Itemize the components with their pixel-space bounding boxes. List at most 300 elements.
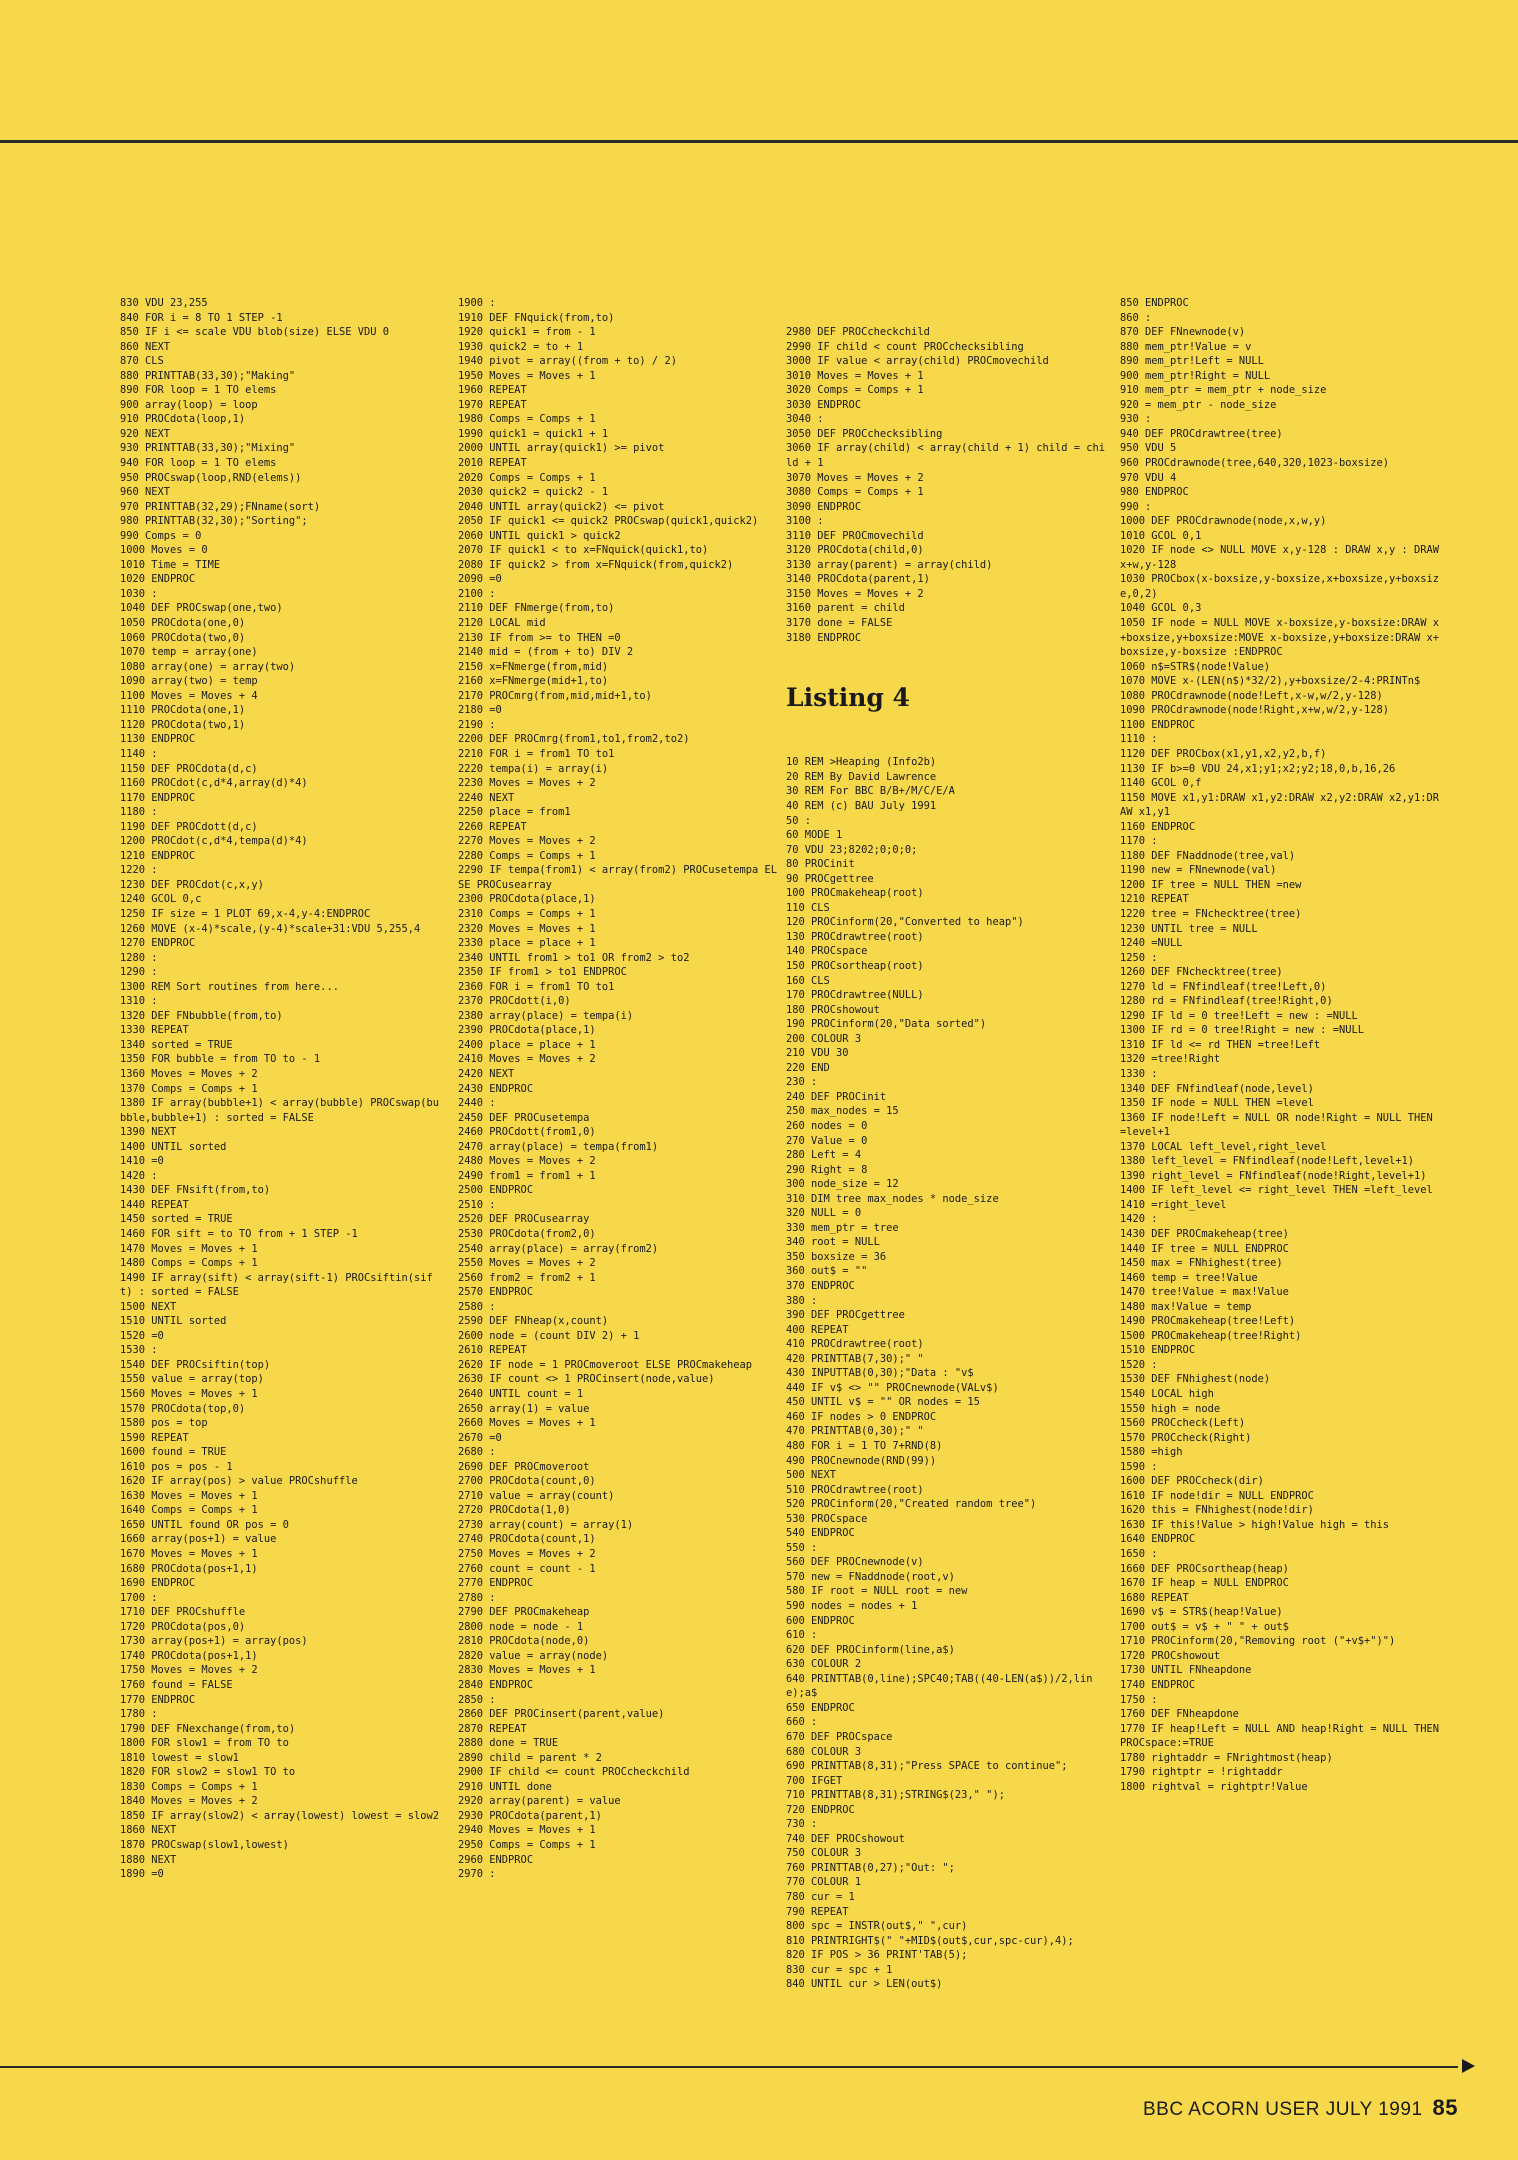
code-line: 1550 high = node bbox=[1120, 1402, 1221, 1415]
code-line: 2930 PROCdota(parent,1) bbox=[458, 1809, 602, 1822]
code-line: 1650 UNTIL found OR pos = 0 bbox=[120, 1518, 289, 1531]
code-line: 1140 : bbox=[120, 747, 158, 760]
code-line: 2520 DEF PROCusearray bbox=[458, 1213, 590, 1226]
code-line: 970 PRINTTAB(32,29);FNname(sort) bbox=[120, 500, 321, 513]
code-line: 3180 ENDPROC bbox=[786, 631, 862, 644]
code-line: 3080 Comps = Comps + 1 bbox=[786, 486, 924, 499]
code-line: 740 DEF PROCshowout bbox=[786, 1832, 905, 1845]
code-line: 350 boxsize = 36 bbox=[786, 1250, 887, 1263]
code-line: 880 PRINTTAB(33,30);"Making" bbox=[120, 369, 296, 382]
code-line: 570 new = FNaddnode(root,v) bbox=[786, 1570, 955, 1583]
code-line: 140 PROCspace bbox=[786, 945, 868, 958]
code-line: 390 DEF PROCgettree bbox=[786, 1309, 905, 1322]
code-line: 1690 v$ = STR$(heap!Value) bbox=[1120, 1606, 1283, 1619]
code-line: 10 REM >Heaping (Info2b) bbox=[786, 756, 937, 769]
code-line: 2710 value = array(count) bbox=[458, 1489, 615, 1502]
code-line: 700 IFGET bbox=[786, 1774, 843, 1787]
code-line: 680 COLOUR 3 bbox=[786, 1745, 862, 1758]
code-line: 1280 : bbox=[120, 951, 158, 964]
code-line: 560 DEF PROCnewnode(v) bbox=[786, 1556, 924, 1569]
code-line: 920 = mem_ptr - node_size bbox=[1120, 398, 1277, 411]
code-line: 1080 array(one) = array(two) bbox=[120, 660, 296, 673]
code-line: 2070 IF quick1 < to x=FNquick(quick1,to) bbox=[458, 544, 709, 557]
code-line: 1020 ENDPROC bbox=[120, 573, 196, 586]
code-line: 960 NEXT bbox=[120, 486, 171, 499]
code-line: 870 DEF FNnewnode(v) bbox=[1120, 326, 1246, 339]
code-line: 1400 UNTIL sorted bbox=[120, 1140, 227, 1153]
code-line: 1310 IF ld <= rd THEN =tree!Left bbox=[1120, 1038, 1321, 1051]
code-line: 2670 =0 bbox=[458, 1431, 502, 1444]
code-line: 2300 PROCdota(place,1) bbox=[458, 893, 596, 906]
code-line: 3160 parent = child bbox=[786, 602, 905, 615]
code-line: 1140 GCOL 0,f bbox=[1120, 777, 1202, 790]
code-line: 1960 REPEAT bbox=[458, 384, 527, 397]
code-line: 2370 PROCdott(i,0) bbox=[458, 995, 571, 1008]
code-line: 2990 IF child < count PROCchecksibling bbox=[786, 340, 1024, 353]
code-line: 1670 Moves = Moves + 1 bbox=[120, 1548, 258, 1561]
code-line: 3000 IF value < array(child) PROCmovechild bbox=[786, 355, 1049, 368]
code-line: 2400 place = place + 1 bbox=[458, 1038, 596, 1051]
code-line: 1200 PROCdot(c,d*4,tempa(d)*4) bbox=[120, 835, 308, 848]
code-line: 1160 PROCdot(c,d*4,array(d)*4) bbox=[120, 777, 308, 790]
code-line: 2170 PROCmrg(from,mid,mid+1,to) bbox=[458, 689, 652, 702]
code-line: 600 ENDPROC bbox=[786, 1614, 855, 1627]
code-line: 1610 pos = pos - 1 bbox=[120, 1460, 233, 1473]
code-line: 2440 : bbox=[458, 1097, 496, 1110]
code-line: 1600 found = TRUE bbox=[120, 1446, 227, 1459]
code-line: 2080 IF quick2 > from x=FNquick(from,quick2) bbox=[458, 558, 734, 571]
code-line: 1260 DEF FNchecktree(tree) bbox=[1120, 966, 1283, 979]
code-line: 950 PROCswap(loop,RND(elems)) bbox=[120, 471, 302, 484]
code-line: 280 Left = 4 bbox=[786, 1149, 862, 1162]
code-line: 1040 DEF PROCswap(one,two) bbox=[120, 602, 283, 615]
code-line: 1480 max!Value = temp bbox=[1120, 1300, 1252, 1313]
code-line: 70 VDU 23;8202;0;0;0; bbox=[786, 843, 918, 856]
code-line: 1230 DEF PROCdot(c,x,y) bbox=[120, 878, 264, 891]
code-line: 1940 pivot = array((from + to) / 2) bbox=[458, 355, 677, 368]
code-line: 1500 PROCmakeheap(tree!Right) bbox=[1120, 1329, 1302, 1342]
code-line: 1170 : bbox=[1120, 835, 1158, 848]
code-line: 1060 n$=STR$(node!Value) bbox=[1120, 660, 1271, 673]
code-line: 1000 Moves = 0 bbox=[120, 544, 208, 557]
bottom-rule bbox=[0, 2066, 1458, 2068]
code-line: 2180 =0 bbox=[458, 704, 502, 717]
code-line: 2860 DEF PROCinsert(parent,value) bbox=[458, 1708, 665, 1721]
listing-column-1 bbox=[120, 296, 440, 1882]
code-line: 1830 Comps = Comps + 1 bbox=[120, 1780, 258, 1793]
code-line: 2220 tempa(i) = array(i) bbox=[458, 762, 609, 775]
code-line: 1810 lowest = slow1 bbox=[120, 1751, 239, 1764]
code-line: 1520 : bbox=[1120, 1358, 1158, 1371]
code-line: 2390 PROCdota(place,1) bbox=[458, 1024, 596, 1037]
code-line: 990 Comps = 0 bbox=[120, 529, 202, 542]
code-line: 660 : bbox=[786, 1716, 818, 1729]
code-line: 670 DEF PROCspace bbox=[786, 1730, 893, 1743]
code-line: 1660 DEF PROCsortheap(heap) bbox=[1120, 1562, 1289, 1575]
code-line: 2800 node = node - 1 bbox=[458, 1620, 584, 1633]
code-line: 1580 pos = top bbox=[120, 1417, 208, 1430]
code-line: 1910 DEF FNquick(from,to) bbox=[458, 311, 615, 324]
code-line: 920 NEXT bbox=[120, 427, 171, 440]
code-line: 1180 : bbox=[120, 806, 158, 819]
code-line: 2760 count = count - 1 bbox=[458, 1562, 596, 1575]
code-line: 730 : bbox=[786, 1818, 818, 1831]
code-line: 2730 array(count) = array(1) bbox=[458, 1518, 634, 1531]
code-line: 1090 array(two) = temp bbox=[120, 675, 258, 688]
code-line: 590 nodes = nodes + 1 bbox=[786, 1600, 918, 1613]
code-line: 1010 GCOL 0,1 bbox=[1120, 529, 1202, 542]
code-line: 1330 REPEAT bbox=[120, 1024, 189, 1037]
code-line: 1010 Time = TIME bbox=[120, 558, 221, 571]
code-line: 1320 =tree!Right bbox=[1120, 1053, 1221, 1066]
code-line: 2200 DEF PROCmrg(from1,to1,from2,to2) bbox=[458, 733, 690, 746]
code-line: 1070 MOVE x-(LEN(n$)*32/2),y+boxsize/2-4:PRINTn$ bbox=[1120, 675, 1421, 688]
code-line: 1710 DEF PROCshuffle bbox=[120, 1606, 246, 1619]
code-line: 2650 array(1) = value bbox=[458, 1402, 590, 1415]
code-line: 2470 array(place) = tempa(from1) bbox=[458, 1140, 659, 1153]
code-line: 1450 sorted = TRUE bbox=[120, 1213, 233, 1226]
code-line: 810 PRINTRIGHT$(" "+MID$(out$,cur,spc-cur),4); bbox=[786, 1934, 1074, 1947]
code-line: 1600 DEF PROCcheck(dir) bbox=[1120, 1475, 1264, 1488]
code-line: 1640 Comps = Comps + 1 bbox=[120, 1504, 258, 1517]
code-line: 1360 Moves = Moves + 2 bbox=[120, 1067, 258, 1080]
code-line: 1470 tree!Value = max!Value bbox=[1120, 1286, 1289, 1299]
code-line: 1720 PROCdota(pos,0) bbox=[120, 1620, 246, 1633]
code-line: 220 END bbox=[786, 1061, 830, 1074]
code-line: 2280 Comps = Comps + 1 bbox=[458, 849, 596, 862]
code-line: 2740 PROCdota(count,1) bbox=[458, 1533, 596, 1546]
code-line: 1890 =0 bbox=[120, 1868, 164, 1881]
code-line: 1300 IF rd = 0 tree!Right = new : =NULL bbox=[1120, 1024, 1364, 1037]
code-line: 2430 ENDPROC bbox=[458, 1082, 534, 1095]
code-line: 2890 child = parent * 2 bbox=[458, 1751, 602, 1764]
code-line: 1100 ENDPROC bbox=[1120, 718, 1196, 731]
code-line: 340 root = NULL bbox=[786, 1236, 880, 1249]
code-line: 440 IF v$ <> "" PROCnewnode(VALv$) bbox=[786, 1381, 999, 1394]
code-line: 2110 DEF FNmerge(from,to) bbox=[458, 602, 615, 615]
code-line: 3100 : bbox=[786, 515, 824, 528]
code-line: 2790 DEF PROCmakeheap bbox=[458, 1606, 590, 1619]
code-line: 230 : bbox=[786, 1076, 818, 1089]
code-line: 3040 : bbox=[786, 413, 824, 426]
code-line: 470 PRINTTAB(0,30);" " bbox=[786, 1425, 924, 1438]
code-line: 830 cur = spc + 1 bbox=[786, 1963, 893, 1976]
code-line: 1100 Moves = Moves + 4 bbox=[120, 689, 258, 702]
code-line: 1870 PROCswap(slow1,lowest) bbox=[120, 1838, 289, 1851]
listing-column-2 bbox=[458, 296, 778, 1882]
code-line: 2450 DEF PROCusetempa bbox=[458, 1111, 590, 1124]
code-line: 150 PROCsortheap(root) bbox=[786, 959, 924, 972]
code-line: 1360 IF node!Left = NULL OR node!Right = NULL THEN =level+1 bbox=[1120, 1111, 1440, 1139]
code-line: 2830 Moves = Moves + 1 bbox=[458, 1664, 596, 1677]
code-line: 630 COLOUR 2 bbox=[786, 1658, 862, 1671]
code-line: 2060 UNTIL quick1 > quick2 bbox=[458, 529, 621, 542]
code-line: 1070 temp = array(one) bbox=[120, 646, 258, 659]
code-line: 1020 IF node <> NULL MOVE x,y-128 : DRAW x,y : DRAW x+w,y-128 bbox=[1120, 544, 1446, 571]
code-line: 2560 from2 = from2 + 1 bbox=[458, 1271, 596, 1284]
code-line: 110 CLS bbox=[786, 901, 830, 914]
code-line: 2810 PROCdota(node,0) bbox=[458, 1635, 590, 1648]
code-line: 2240 NEXT bbox=[458, 791, 515, 804]
code-line: 530 PROCspace bbox=[786, 1512, 868, 1525]
code-line: 3170 done = FALSE bbox=[786, 617, 893, 630]
code-line: 990 : bbox=[1120, 500, 1152, 513]
code-line: 1560 Moves = Moves + 1 bbox=[120, 1388, 258, 1401]
code-line: 1510 UNTIL sorted bbox=[120, 1315, 227, 1328]
code-line: 1740 ENDPROC bbox=[1120, 1678, 1196, 1691]
code-line: 3010 Moves = Moves + 1 bbox=[786, 369, 924, 382]
code-line: 2550 Moves = Moves + 2 bbox=[458, 1257, 596, 1270]
continue-arrow-icon bbox=[1462, 2059, 1475, 2073]
code-line: 1920 quick1 = from - 1 bbox=[458, 326, 596, 339]
code-line: 2700 PROCdota(count,0) bbox=[458, 1475, 596, 1488]
code-line: 1430 DEF FNsift(from,to) bbox=[120, 1184, 271, 1197]
code-line: 2420 NEXT bbox=[458, 1067, 515, 1080]
code-line: 3140 PROCdota(parent,1) bbox=[786, 573, 930, 586]
code-line: 2750 Moves = Moves + 2 bbox=[458, 1548, 596, 1561]
code-line: 1620 this = FNhighest(node!dir) bbox=[1120, 1504, 1314, 1517]
code-line: 130 PROCdrawtree(root) bbox=[786, 930, 924, 943]
code-line: 1980 Comps = Comps + 1 bbox=[458, 413, 596, 426]
code-line: 1320 DEF FNbubble(from,to) bbox=[120, 1009, 283, 1022]
code-line: 1700 : bbox=[120, 1591, 158, 1604]
code-line: 1390 NEXT bbox=[120, 1126, 177, 1139]
code-line: 3090 ENDPROC bbox=[786, 500, 862, 513]
code-line: 1270 ENDPROC bbox=[120, 937, 196, 950]
code-line: 1030 : bbox=[120, 587, 158, 600]
code-line: 2690 DEF PROCmoveroot bbox=[458, 1460, 590, 1473]
code-line: 1130 ENDPROC bbox=[120, 733, 196, 746]
code-line: 210 VDU 30 bbox=[786, 1047, 849, 1060]
code-line: 2580 : bbox=[458, 1300, 496, 1313]
code-line: 850 IF i <= scale VDU blob(size) ELSE VDU 0 bbox=[120, 326, 389, 339]
code-line: 2140 mid = (from + to) DIV 2 bbox=[458, 646, 634, 659]
code-line: 2260 REPEAT bbox=[458, 820, 527, 833]
code-line: 2480 Moves = Moves + 2 bbox=[458, 1155, 596, 1168]
code-line: 1740 PROCdota(pos+1,1) bbox=[120, 1649, 258, 1662]
code-line: 170 PROCdrawtree(NULL) bbox=[786, 989, 924, 1002]
code-line: 20 REM By David Lawrence bbox=[786, 770, 937, 783]
code-line: 2620 IF node = 1 PROCmoveroot ELSE PROCmakeheap bbox=[458, 1358, 753, 1371]
code-line: 1180 DEF FNaddnode(tree,val) bbox=[1120, 849, 1296, 862]
code-line: 2010 REPEAT bbox=[458, 457, 527, 470]
code-line: 980 ENDPROC bbox=[1120, 486, 1189, 499]
code-line: 960 PROCdrawnode(tree,640,320,1023-boxsize) bbox=[1120, 457, 1389, 470]
code-line: 2310 Comps = Comps + 1 bbox=[458, 907, 596, 920]
code-line: 160 CLS bbox=[786, 974, 830, 987]
code-line: 640 PRINTTAB(0,line);SPC40;TAB((40-LEN(a$))/2,line);a$ bbox=[786, 1672, 1093, 1700]
code-line: 2540 array(place) = array(from2) bbox=[458, 1242, 659, 1255]
code-line: 830 VDU 23,255 bbox=[120, 297, 208, 309]
code-line: 790 REPEAT bbox=[786, 1905, 849, 1918]
code-line: 1420 : bbox=[120, 1169, 158, 1182]
code-line: 1480 Comps = Comps + 1 bbox=[120, 1257, 258, 1270]
code-line: 2610 REPEAT bbox=[458, 1344, 527, 1357]
code-line: 2870 REPEAT bbox=[458, 1722, 527, 1735]
code-line: 1790 DEF FNexchange(from,to) bbox=[120, 1722, 296, 1735]
listing-column-4 bbox=[1120, 296, 1446, 1794]
code-line: 550 : bbox=[786, 1541, 818, 1554]
code-line: 2350 IF from1 > to1 ENDPROC bbox=[458, 966, 627, 979]
code-line: 1760 DEF FNheapdone bbox=[1120, 1708, 1239, 1721]
code-line: 2630 IF count <> 1 PROCinsert(node,value) bbox=[458, 1373, 715, 1386]
code-line: 500 NEXT bbox=[786, 1469, 837, 1482]
code-line: 1970 REPEAT bbox=[458, 398, 527, 411]
code-line: 1530 : bbox=[120, 1344, 158, 1357]
code-line: 900 array(loop) = loop bbox=[120, 398, 258, 411]
code-line: 840 UNTIL cur > LEN(out$) bbox=[786, 1978, 943, 1991]
code-line: 2600 node = (count DIV 2) + 1 bbox=[458, 1329, 640, 1342]
code-line: 1440 REPEAT bbox=[120, 1198, 189, 1211]
code-line: 1440 IF tree = NULL ENDPROC bbox=[1120, 1242, 1289, 1255]
code-line: 1300 REM Sort routines from here... bbox=[120, 980, 339, 993]
code-line: 1620 IF array(pos) > value PROCshuffle bbox=[120, 1475, 358, 1488]
code-line: 30 REM For BBC B/B+/M/C/E/A bbox=[786, 785, 955, 798]
code-line: 940 FOR loop = 1 TO elems bbox=[120, 457, 277, 470]
code-line: 1150 MOVE x1,y1:DRAW x1,y2:DRAW x2,y2:DRAW x2,y1:DRAW x1,y1 bbox=[1120, 791, 1440, 819]
code-line: 1090 PROCdrawnode(node!Right,x+w,w/2,y-128) bbox=[1120, 704, 1389, 717]
code-line: 2910 UNTIL done bbox=[458, 1780, 552, 1793]
code-line: 890 mem_ptr!Left = NULL bbox=[1120, 355, 1264, 368]
code-line: 250 max_nodes = 15 bbox=[786, 1105, 899, 1118]
code-line: 1770 IF heap!Left = NULL AND heap!Right = NULL THEN PROCspace:=TRUE bbox=[1120, 1722, 1446, 1750]
code-line: 490 PROCnewnode(RND(99)) bbox=[786, 1454, 937, 1467]
code-line: 450 UNTIL v$ = "" OR nodes = 15 bbox=[786, 1396, 980, 1409]
code-line: 380 : bbox=[786, 1294, 818, 1307]
code-line: 1410 =right_level bbox=[1120, 1198, 1227, 1211]
code-line: 270 Value = 0 bbox=[786, 1134, 868, 1147]
code-line: 1050 IF node = NULL MOVE x-boxsize,y-boxsize:DRAW x+boxsize,y+boxsize:MOVE x-boxsize,y+boxsize:DRAW x+boxsize,y-boxsize :ENDPROC bbox=[1120, 617, 1440, 659]
code-line: 970 VDU 4 bbox=[1120, 471, 1177, 484]
code-line: 2330 place = place + 1 bbox=[458, 937, 596, 950]
code-line: 1370 LOCAL left_level,right_level bbox=[1120, 1140, 1327, 1153]
code-line: 1410 =0 bbox=[120, 1155, 164, 1168]
code-line: 1880 NEXT bbox=[120, 1853, 177, 1866]
code-line: 930 : bbox=[1120, 413, 1152, 426]
code-line: 1490 IF array(sift) < array(sift-1) PROCsiftin(sift) : sorted = FALSE bbox=[120, 1271, 433, 1299]
code-line: 1310 : bbox=[120, 995, 158, 1008]
code-line: 1240 GCOL 0,c bbox=[120, 893, 202, 906]
code-line: 90 PROCgettree bbox=[786, 872, 874, 885]
code-line: 330 mem_ptr = tree bbox=[786, 1221, 899, 1234]
listing-3-end bbox=[786, 325, 1106, 645]
code-line: 1170 ENDPROC bbox=[120, 791, 196, 804]
code-line: 1260 MOVE (x-4)*scale,(y-4)*scale+31:VDU 5,255,4 bbox=[120, 922, 421, 935]
code-line: 1590 : bbox=[1120, 1460, 1158, 1473]
code-line: 710 PRINTTAB(8,31);STRING$(23," "); bbox=[786, 1789, 1005, 1802]
top-rule bbox=[0, 140, 1518, 143]
code-line: 240 DEF PROCinit bbox=[786, 1090, 887, 1103]
code-line: 2040 UNTIL array(quick2) <= pivot bbox=[458, 500, 665, 513]
code-line: 60 MODE 1 bbox=[786, 829, 843, 842]
code-line: 2720 PROCdota(1,0) bbox=[458, 1504, 571, 1517]
code-line: 1450 max = FNhighest(tree) bbox=[1120, 1257, 1283, 1270]
code-line: 2150 x=FNmerge(from,mid) bbox=[458, 660, 609, 673]
code-line: 1540 DEF PROCsiftin(top) bbox=[120, 1358, 271, 1371]
code-line: 980 PRINTTAB(32,30);"Sorting"; bbox=[120, 515, 308, 528]
code-line: 1390 right_level = FNfindleaf(node!Right,level+1) bbox=[1120, 1169, 1427, 1182]
code-line: 1460 temp = tree!Value bbox=[1120, 1271, 1258, 1284]
code-line: 2680 : bbox=[458, 1446, 496, 1459]
code-line: 1160 ENDPROC bbox=[1120, 820, 1196, 833]
code-line: 360 out$ = "" bbox=[786, 1265, 868, 1278]
code-line: 1590 REPEAT bbox=[120, 1431, 189, 1444]
code-line: 2850 : bbox=[458, 1693, 496, 1706]
code-line: 1730 UNTIL FNheapdone bbox=[1120, 1664, 1252, 1677]
code-line: 2660 Moves = Moves + 1 bbox=[458, 1417, 596, 1430]
code-line: 1270 ld = FNfindleaf(tree!Left,0) bbox=[1120, 980, 1327, 993]
code-line: 1680 PROCdota(pos+1,1) bbox=[120, 1562, 258, 1575]
code-line: 2980 DEF PROCcheckchild bbox=[786, 326, 930, 339]
code-line: 1760 found = FALSE bbox=[120, 1678, 233, 1691]
code-line: 2490 from1 = from1 + 1 bbox=[458, 1169, 596, 1182]
code-line: 1330 : bbox=[1120, 1067, 1158, 1080]
code-line: 2640 UNTIL count = 1 bbox=[458, 1388, 584, 1401]
code-line: 2250 place = from1 bbox=[458, 806, 571, 819]
code-line: 2940 Moves = Moves + 1 bbox=[458, 1824, 596, 1837]
code-line: 3020 Comps = Comps + 1 bbox=[786, 384, 924, 397]
code-line: 1900 : bbox=[458, 297, 496, 309]
code-line: 1280 rd = FNfindleaf(tree!Right,0) bbox=[1120, 995, 1333, 1008]
code-line: 1800 rightval = rightptr!Value bbox=[1120, 1780, 1308, 1793]
code-line: 690 PRINTTAB(8,31);"Press SPACE to continue"; bbox=[786, 1760, 1068, 1773]
code-line: 860 NEXT bbox=[120, 340, 171, 353]
code-line: 3150 Moves = Moves + 2 bbox=[786, 587, 924, 600]
code-line: 1750 : bbox=[1120, 1693, 1158, 1706]
code-line: 1780 : bbox=[120, 1708, 158, 1721]
code-line: 1060 PROCdota(two,0) bbox=[120, 631, 246, 644]
code-line: 1950 Moves = Moves + 1 bbox=[458, 369, 596, 382]
code-line: 3130 array(parent) = array(child) bbox=[786, 558, 993, 571]
code-line: 2090 =0 bbox=[458, 573, 502, 586]
code-line: 1290 IF ld = 0 tree!Left = new : =NULL bbox=[1120, 1009, 1358, 1022]
code-line: 260 nodes = 0 bbox=[786, 1119, 868, 1132]
code-line: 480 FOR i = 1 TO 7+RND(8) bbox=[786, 1440, 943, 1453]
code-line: 800 spc = INSTR(out$," ",cur) bbox=[786, 1920, 968, 1933]
code-line: 1120 PROCdota(two,1) bbox=[120, 718, 246, 731]
code-line: 940 DEF PROCdrawtree(tree) bbox=[1120, 427, 1283, 440]
code-line: 2050 IF quick1 <= quick2 PROCswap(quick1,quick2) bbox=[458, 515, 759, 528]
code-line: 760 PRINTTAB(0,27);"Out: "; bbox=[786, 1861, 955, 1874]
code-line: 1750 Moves = Moves + 2 bbox=[120, 1664, 258, 1677]
page-footer bbox=[1143, 2095, 1458, 2121]
code-line: 1930 quick2 = to + 1 bbox=[458, 340, 584, 353]
code-line: 2120 LOCAL mid bbox=[458, 617, 546, 630]
code-line: 720 ENDPROC bbox=[786, 1803, 855, 1816]
code-line: 1250 : bbox=[1120, 951, 1158, 964]
code-line: 2210 FOR i = from1 TO to1 bbox=[458, 747, 615, 760]
code-line: 2000 UNTIL array(quick1) >= pivot bbox=[458, 442, 665, 455]
code-line: 1190 DEF PROCdott(d,c) bbox=[120, 820, 258, 833]
code-line: 1110 PROCdota(one,1) bbox=[120, 704, 246, 717]
code-line: 1460 FOR sift = to TO from + 1 STEP -1 bbox=[120, 1228, 358, 1240]
code-line: 2270 Moves = Moves + 2 bbox=[458, 835, 596, 848]
code-line: 3110 DEF PROCmovechild bbox=[786, 529, 924, 542]
code-line: 120 PROCinform(20,"Converted to heap") bbox=[786, 916, 1024, 929]
code-line: 3050 DEF PROCchecksibling bbox=[786, 427, 943, 440]
page-number: 85 bbox=[1432, 2095, 1458, 2120]
code-line: 1120 DEF PROCbox(x1,y1,x2,y2,b,f) bbox=[1120, 747, 1327, 760]
code-line: 1430 DEF PROCmakeheap(tree) bbox=[1120, 1228, 1289, 1240]
listing-column-3 bbox=[786, 296, 1106, 2006]
code-line: 1630 Moves = Moves + 1 bbox=[120, 1489, 258, 1502]
code-line: 1290 : bbox=[120, 966, 158, 979]
code-line: 2410 Moves = Moves + 2 bbox=[458, 1053, 596, 1066]
code-line: 1200 IF tree = NULL THEN =new bbox=[1120, 878, 1302, 891]
code-line: 1790 rightptr = !rightaddr bbox=[1120, 1766, 1283, 1779]
code-line: 2130 IF from >= to THEN =0 bbox=[458, 631, 621, 644]
code-line: 950 VDU 5 bbox=[1120, 442, 1177, 455]
